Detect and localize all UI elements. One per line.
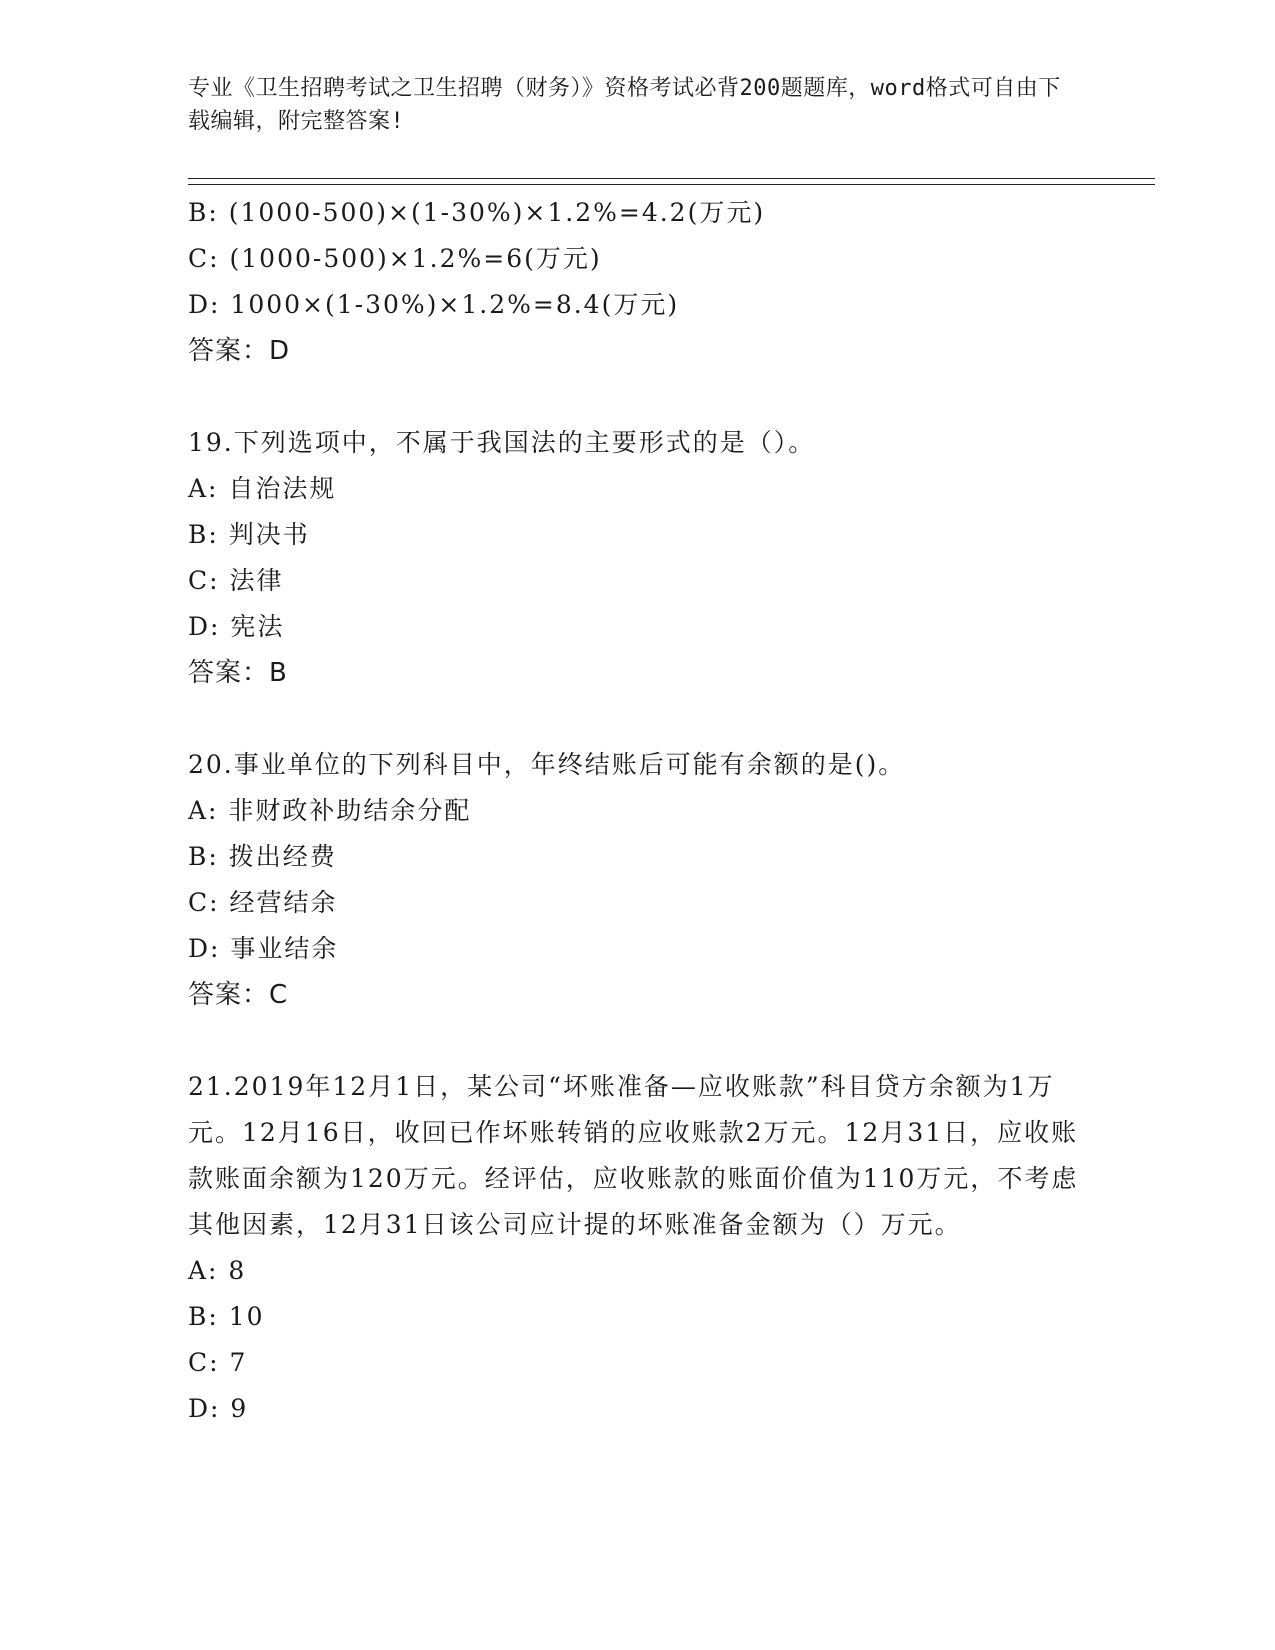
option-d: D: 9 [188,1394,249,1423]
answer-text: 答案：D [188,336,291,366]
option-a: A: 8 [188,1256,247,1285]
question-19 [188,420,1088,696]
question-text: 21.2019年12月1日，某公司“坏账准备—应收账款”科目贷方余额为1万元。12月16日，收回已作坏账转销的应收账款2万元。12月31日，应收账款账面余额为120万元。经评估，应收账款的账面价值为110万元，不考虑其他因素，12月31日该公司应计提的坏账准备金额为（）万元。 [188,1072,1079,1239]
question-21 [188,1064,1088,1432]
option-c: C: 法律 [188,566,284,595]
question-20 [188,742,1088,1018]
option-b: B: 判决书 [188,520,310,549]
option-d: D: 事业结余 [188,934,339,963]
option-c: C: 经营结余 [188,888,338,917]
option-a: A: 自治法规 [188,474,337,503]
question-text: 20.事业单位的下列科目中，年终结账后可能有余额的是()。 [188,750,906,779]
option-d: D: 1000×(1-30%)×1.2%=8.4(万元) [188,290,680,319]
option-a: A: 非财政补助结余分配 [188,796,472,825]
question-18-continued [188,190,1088,374]
option-b: B: (1000-500)×(1-30%)×1.2%=4.2(万元) [188,198,766,227]
option-b: B: 拨出经费 [188,842,337,871]
answer-text: 答案：C [188,980,289,1010]
header-rule-bottom [188,184,1155,185]
page-header: 专业《卫生招聘考试之卫生招聘（财务）》资格考试必背200题题库，word格式可自由下载编辑，附完整答案! [188,76,1061,134]
option-c: C: (1000-500)×1.2%=6(万元) [188,244,602,273]
option-c: C: 7 [188,1348,248,1377]
header-rule-top [188,178,1155,179]
option-b: B: 10 [188,1302,265,1331]
option-d: D: 宪法 [188,612,285,641]
question-list [188,190,1088,1432]
answer-text: 答案：B [188,658,288,688]
question-text: 19.下列选项中，不属于我国法的主要形式的是（）。 [188,428,816,457]
